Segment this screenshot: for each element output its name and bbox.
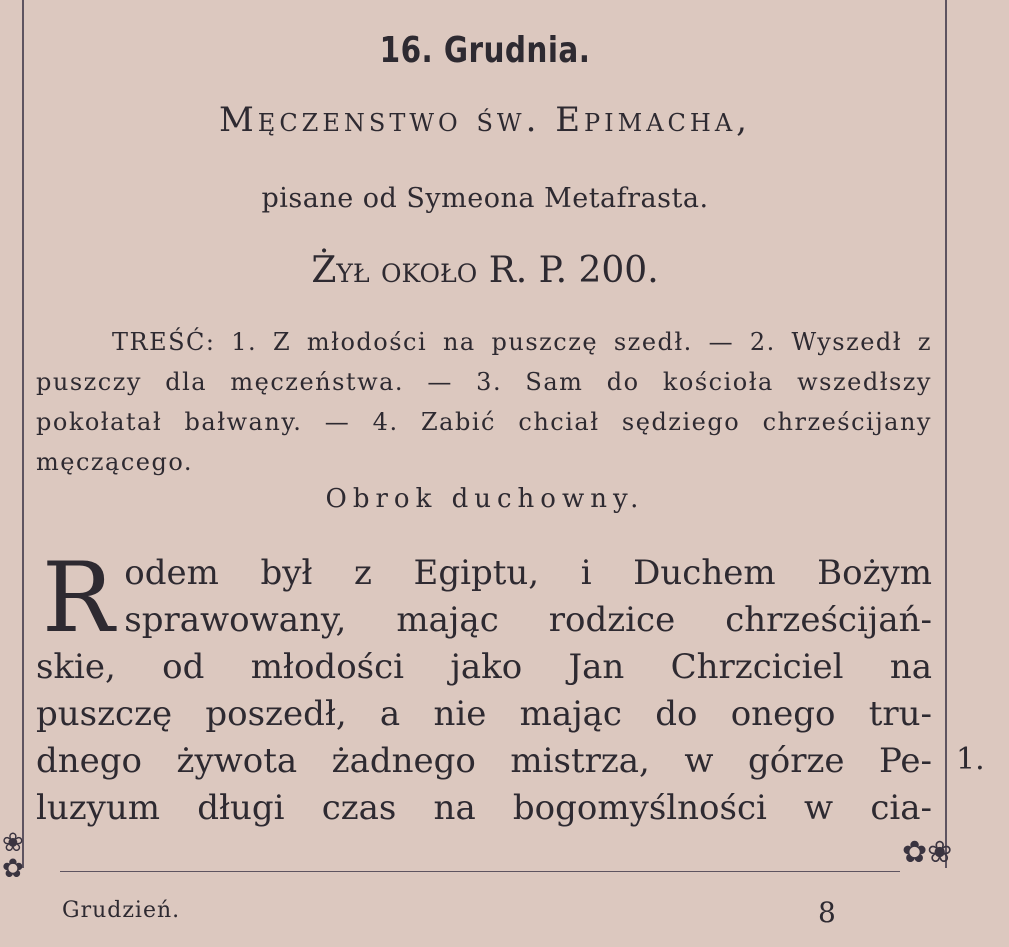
floral-ornament-right-icon: ✿❀ [902,835,953,870]
summary-text: TREŚĆ: 1. Z młodości na puszczę szedł. — 2. Wyszedł z puszczy dla męczeństwa. — 3. Sam do kościoła wszedłszy pokołatał bałwany. — 4. Zabić chciał sędziego chrześcijany męczącego. [36,328,932,476]
obrok-heading: Obrok duchowny. [325,484,645,514]
floral-ornament-left-icon: ❀ ✿ [2,828,24,884]
lived-line: Żył około R. P. 200. [311,250,659,291]
drop-cap: R [42,542,115,654]
margin-number: 1. [956,742,985,777]
day-title: 16. Grudnia. [379,30,591,71]
footer-month: Grudzień. [62,898,181,923]
footer-rule [60,871,900,872]
body-line: odem był z Egiptu, i Duchem Bożym [124,553,932,593]
body-text [36,542,932,832]
body-line: skie, od młodości jako Jan Chrzciciel na [36,647,932,687]
summary-block [36,322,932,482]
body-line: sprawowany, mając rodzice chrześcijań- [124,600,932,640]
source-line: pisane od Symeona Metafrasta. [261,183,709,214]
body-line: puszczę poszedł, a nie mając do onego tru- [36,694,932,734]
martyrdom-title: Męczenstwo św. Epimacha, [218,100,751,140]
body-line: luzyum długi czas na bogomyślności w cia- [36,788,932,828]
body-line: dnego żywota żadnego mistrza, w górze Pe- [36,741,932,781]
page-number: 8 [818,896,836,929]
